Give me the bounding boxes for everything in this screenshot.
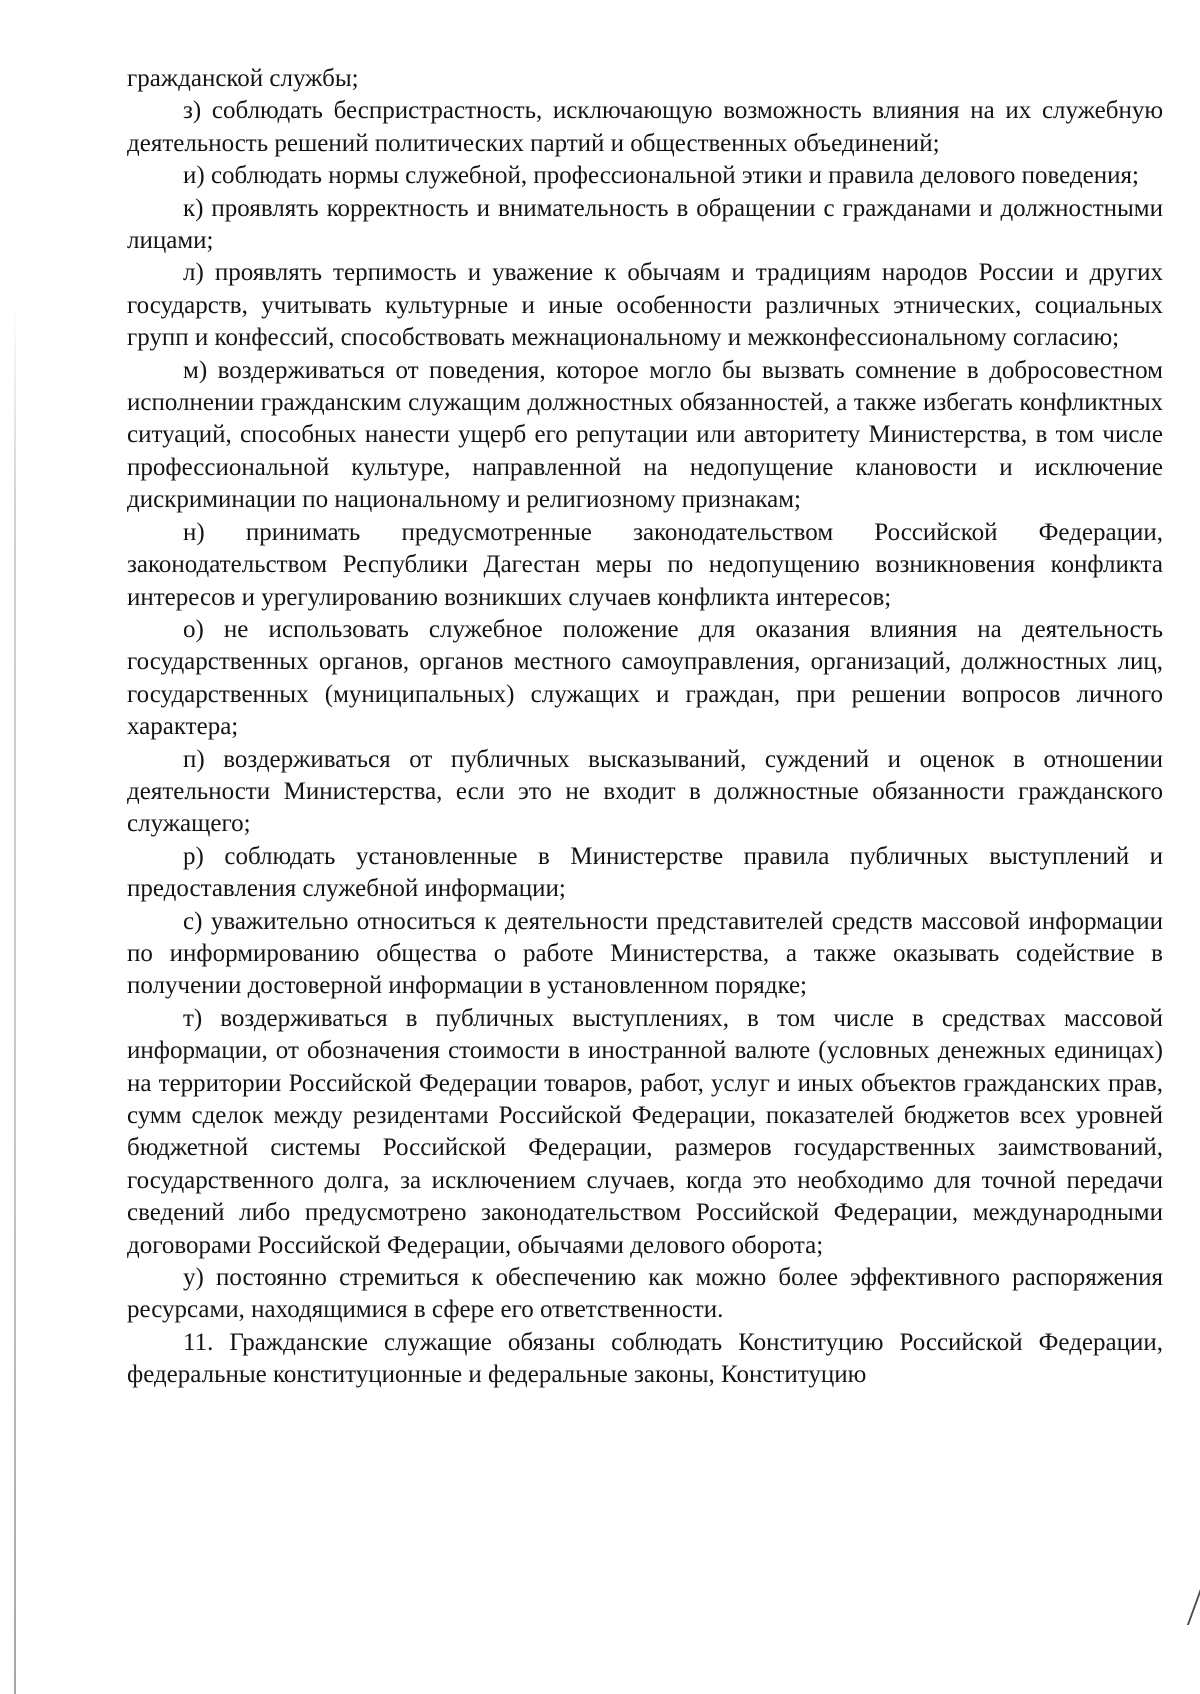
document-body xyxy=(127,63,1163,1392)
paragraph-i: и) соблюдать нормы служебной, профессиональной этики и правила делового поведения; xyxy=(183,162,1139,190)
paragraph-z: з) соблюдать беспристрастность, исключающую возможность влияния на их служебную деятельность решений политических партий и общественных объединений; xyxy=(127,97,1163,157)
paragraph-o: о) не использовать служебное положение для оказания влияния на деятельность государственных органов, органов местного самоуправления, организаций, должностных лиц, государственных (муниципальных) служащих и граждан, при решении вопросов личного характера; xyxy=(127,615,1163,741)
paragraph-t: т) воздерживаться в публичных выступлениях, в том числе в средствах массовой информации, от обозначения стоимости в иностранной валюте (условных денежных единицах) на территории Российской Федерации товаров, работ, услуг и иных объектов гражданских прав, сумм сделок между резидентами Российской Федерации, показателей бюджетов всех уровней бюджетной системы Российской Федерации, размеров государственных заимствований, государственного долга, за исключением случаев, когда это необходимо для точной передачи сведений либо предусмотрено законодательством Российской Федерации, международными договорами Российской Федерации, обычаями делового оборота; xyxy=(127,1004,1163,1259)
paragraph-11: 11. Гражданские служащие обязаны соблюдать Конституцию Российской Федерации, федеральные конституционные и федеральные законы, Конституцию xyxy=(127,1328,1163,1389)
paragraph-r: р) соблюдать установленные в Министерстве правила публичных выступлений и предоставления служебной информации; xyxy=(127,842,1163,903)
scan-artifact-mark xyxy=(1181,1575,1200,1625)
paragraph-continuation: гражданской службы; xyxy=(127,65,359,92)
paragraph-s: с) уважительно относиться к деятельности представителей средств массовой информации по информированию общества о работе Министерства, а также оказывать содействие в получении достоверной информации в установленном порядке; xyxy=(127,907,1163,1000)
paragraph-l: л) проявлять терпимость и уважение к обычаям и традициям народов России и других государств, учитывать культурные и иные особенности различных этнических, социальных групп и конфессий, способствовать межнациональному и межконфессиональному согласию; xyxy=(127,259,1163,352)
scan-edge-shadow xyxy=(14,300,16,1694)
paragraph-n: н) принимать предусмотренные законодательством Российской Федерации, законодательством Республики Дагестан меры по недопущению возникновения конфликта интересов и урегулированию возникших случаев конфликта интересов; xyxy=(127,518,1163,611)
paragraph-k: к) проявлять корректность и внимательность в обращении с гражданами и должностными лицами; xyxy=(127,194,1163,255)
paragraph-p: п) воздерживаться от публичных высказываний, суждений и оценок в отношении деятельности Министерства, если это не входит в должностные обязанности гражданского служащего; xyxy=(127,745,1163,838)
paragraph-u: у) постоянно стремиться к обеспечению как можно более эффективного распоряжения ресурсами, находящимися в сфере его ответственности. xyxy=(127,1264,1163,1324)
paragraph-m: м) воздерживаться от поведения, которое могло бы вызвать сомнение в добросовестном исполнении гражданским служащим должностных обязанностей, а также избегать конфликтных ситуаций, способных нанести ущерб его репутации или авторитету Министерства, в том числе профессиональной культуре, направленной на недопущение клановости и исключение дискриминации по национальному и религиозному признакам; xyxy=(127,356,1163,514)
